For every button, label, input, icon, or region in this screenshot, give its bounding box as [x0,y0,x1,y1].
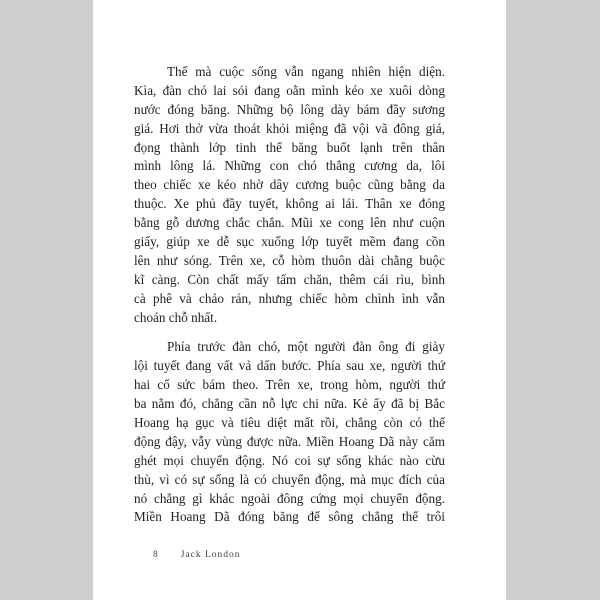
text-line: Hoang hạ gục và tiêu diệt mất rồi, chẳng còn có thể [134,415,445,431]
page-number: 8 [153,550,159,560]
text-line: lội tuyết đang vất vả dấn bước. Phía sau xe, người thứ [134,358,445,374]
text-line: giá. Hơi thở vừa thoát khỏi miệng đã vội vã đông giá, [134,120,445,136]
text-line: cà phê và chảo rán, nhưng chiếc hòm chình ình vẫn [134,290,445,306]
text-line: Kìa, đàn chó lai sói đang oằn mình kéo xe xuôi dòng [134,82,445,98]
running-title: Jack London [180,550,241,560]
text-line: giấy, giúp xe dễ sục xuống lớp tuyết mềm đang cồn [134,234,445,250]
text-line: thuộc. Xe phủ đầy tuyết, không ai lái. Thân xe đóng [134,196,445,212]
text-line: ba nằm đó, chẳng cần nỗ lực chi nữa. Kẻ ấy đã bị Bắc [134,396,445,412]
text-line: ghét mọi chuyển động. Nó coi sự sống khác nào cừu [134,452,445,468]
text-line: thù, vì có sự sống là có chuyển động, mà mục đích của [134,471,445,487]
text-line: Miền Hoang Dã đóng băng để sông chẳng thể trôi [134,509,445,525]
text-line: Phía trước đàn chó, một người đàn ông đi giày [167,339,445,355]
body-text [134,63,445,527]
text-line: Thế mà cuộc sống vẫn ngang nhiên hiện diện. [167,64,445,79]
text-line: bằng gỗ dương chắc chắn. Mũi xe cong lên như cuộn [134,215,445,231]
text-line: theo chiếc xe kéo nhờ dây cương buộc cũng bằng da [134,177,445,193]
paragraph-2 [134,338,445,527]
book-page [93,0,506,600]
text-line: mình lông lá. Những con chó thẳng cương da, lôi [134,158,445,174]
text-line: nó chẳng gì khác ngoài đông cứng mọi chuyển động. [134,490,445,506]
text-line: nước đóng băng. Những bộ lông dày bám đầy sương [134,101,445,117]
text-line: lên như sóng. Trên xe, cỗ hòm thuôn dài chằng buộc [134,252,445,268]
page-footer [153,550,241,560]
text-line: hai cố sức bám theo. Trên xe, trong hòm, người thứ [134,377,445,393]
text-line: kĩ càng. Còn chất mấy tấm chăn, thêm cái rìu, bình [134,271,445,287]
paragraph-1 [134,63,445,327]
text-line: choán chỗ nhất. [134,309,218,325]
text-line: động đậy, vẫy vùng được nữa. Miền Hoang Dã này căm [134,433,445,449]
text-line: đọng thành lớp tinh thể băng buốt lạnh trên thân [134,139,445,155]
